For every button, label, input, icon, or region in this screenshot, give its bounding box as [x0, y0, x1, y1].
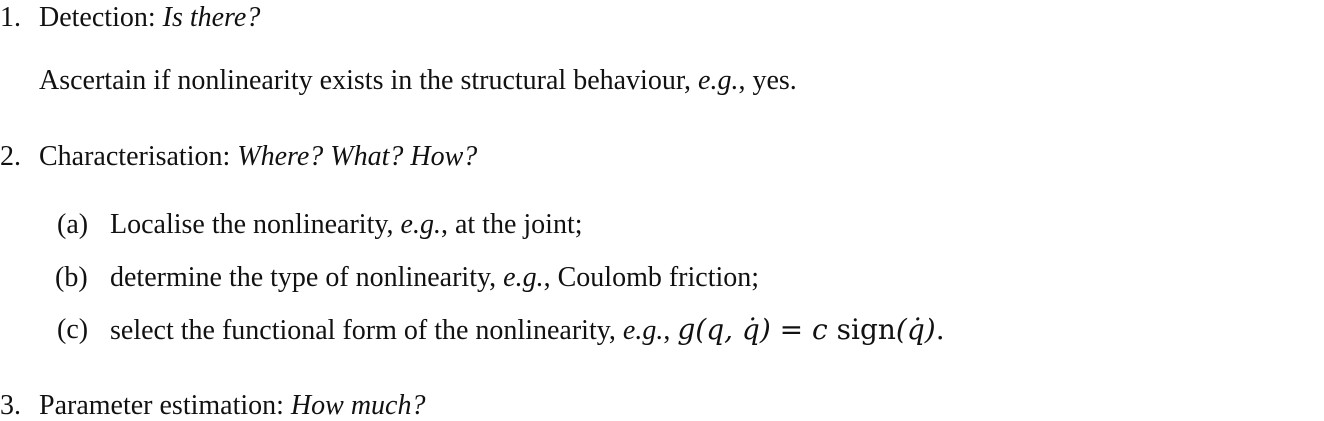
- subitem-marker: (c): [57, 314, 89, 345]
- eg-abbreviation: e.g.: [698, 65, 739, 96]
- comma: ,: [663, 315, 671, 346]
- eg-abbreviation: e.g.: [400, 209, 441, 240]
- list-marker: 1.: [0, 2, 21, 33]
- subitem-marker: (b): [55, 262, 88, 293]
- math-constant: c: [812, 313, 828, 346]
- subitem-text: determine the type of nonlinearity,: [110, 262, 497, 293]
- subitem-text: select the functional form of the nonlinearity,: [110, 315, 616, 346]
- item-label: Detection:: [39, 2, 156, 33]
- math-expression: [677, 313, 944, 346]
- eg-abbreviation: e.g.: [622, 315, 664, 346]
- subitem-text-end: , Coulomb friction;: [543, 262, 760, 293]
- description-text: Ascertain if nonlinearity exists in the structural behaviour,: [39, 65, 692, 96]
- description-text-end: , yes.: [738, 65, 797, 96]
- eg-abbreviation: e.g.: [503, 262, 544, 293]
- list-marker: 2.: [0, 141, 21, 172]
- subitem-text: Localise the nonlinearity,: [110, 209, 394, 240]
- item-question: Where? What? How?: [237, 141, 478, 172]
- math-lhs: g(q, q̇): [677, 313, 771, 346]
- subitem-text-end: , at the joint;: [440, 209, 583, 240]
- math-argument: (q̇): [895, 313, 936, 346]
- item-label: Characterisation:: [39, 141, 231, 172]
- item-question: How much?: [290, 390, 426, 421]
- period: .: [935, 313, 945, 346]
- math-equals: =: [779, 313, 804, 346]
- subitem-marker: (a): [57, 209, 89, 240]
- detection-description: [39, 67, 797, 95]
- math-sign-function: sign: [836, 313, 896, 346]
- list-marker: 3.: [0, 390, 21, 421]
- item-question: Is there?: [162, 2, 261, 33]
- item-label: Parameter estimation:: [39, 390, 284, 421]
